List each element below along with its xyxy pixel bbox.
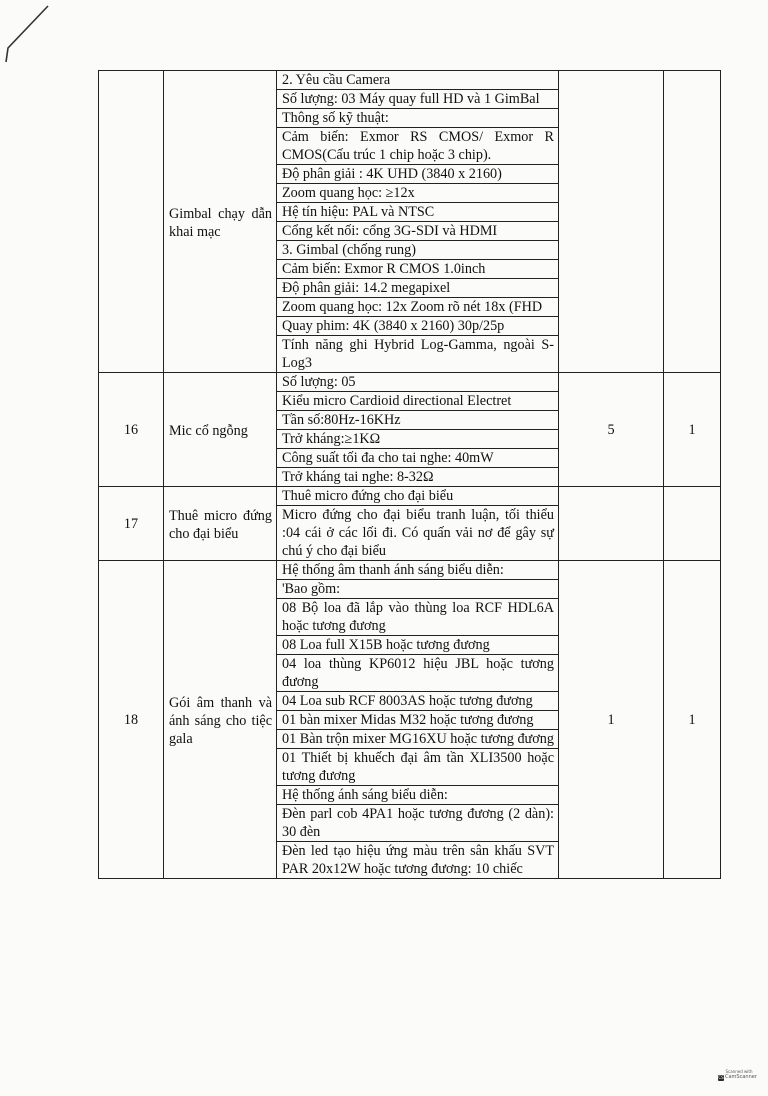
spec-line: Độ phân giải: 14.2 megapixel (277, 279, 558, 298)
unit-count-cell (664, 487, 721, 561)
spec-cell (277, 561, 559, 879)
item-name: Mic cổ ngỗng (169, 422, 248, 439)
spec-line: Kiểu micro Cardioid directional Electret (277, 392, 558, 411)
row-number: 18 (99, 561, 164, 879)
row-number: 17 (99, 487, 164, 561)
item-name-cell (164, 487, 277, 561)
spec-line: Tần số:80Hz-16KHz (277, 411, 558, 430)
table-row (99, 561, 721, 879)
scan-edge-mark (0, 0, 60, 70)
spec-line: Zoom quang học: 12x Zoom rõ nét 18x (FHD (277, 298, 558, 317)
scanner-app-name: CamScanner (725, 1074, 757, 1080)
item-name-cell (164, 561, 277, 879)
item-name-cell (164, 373, 277, 487)
item-name: Gimbal chạy dẫn khai mạc (169, 205, 272, 240)
spec-line: Quay phim: 4K (3840 x 2160) 30p/25p (277, 317, 558, 336)
spec-line: Cổng kết nối: cổng 3G-SDI và HDMI (277, 222, 558, 241)
spec-line: 04 Loa sub RCF 8003AS hoặc tương đương (277, 692, 558, 711)
spec-line: 3. Gimbal (chống rung) (277, 241, 558, 260)
item-name: Gói âm thanh và ánh sáng cho tiệc gala (169, 694, 272, 747)
spec-line: 08 Loa full X15B hoặc tương đương (277, 636, 558, 655)
table-row (99, 373, 721, 487)
spec-line: 'Bao gồm: (277, 580, 558, 599)
spec-line: Trở kháng:≥1KΩ (277, 430, 558, 449)
spec-line: 01 Thiết bị khuếch đại âm tần XLI3500 hoặc tương đương (277, 749, 558, 786)
spec-line: Đèn parl cob 4PA1 hoặc tương đương (2 dàn): 30 đèn (277, 805, 558, 842)
spec-line: Thông số kỹ thuật: (277, 109, 558, 128)
quantity-cell: 1 (559, 561, 664, 879)
spec-table (98, 70, 721, 879)
spec-cell (277, 373, 559, 487)
spec-line: Trở kháng tai nghe: 8-32Ω (282, 469, 434, 485)
quantity-cell: 5 (559, 373, 664, 487)
spec-line: Độ phân giải : 4K UHD (3840 x 2160) (277, 165, 558, 184)
unit-count-cell: 1 (664, 561, 721, 879)
quantity-cell (559, 487, 664, 561)
spec-line: Tính năng ghi Hybrid Log-Gamma, ngoài S-Log3 (282, 337, 554, 371)
spec-line: Công suất tối đa cho tai nghe: 40mW (277, 449, 558, 468)
spec-line: Zoom quang học: ≥12x (277, 184, 558, 203)
spec-line: Hệ thống âm thanh ánh sáng biểu diễn: (277, 561, 558, 580)
camscanner-badge (718, 1069, 760, 1089)
row-number: 16 (99, 373, 164, 487)
scanned-with-text: Scanned with (725, 1069, 753, 1074)
spec-line: 01 bàn mixer Midas M32 hoặc tương đương (277, 711, 558, 730)
spec-line: Số lượng: 03 Máy quay full HD và 1 GimBal (277, 90, 558, 109)
spec-line: 08 Bộ loa đã lắp vào thùng loa RCF HDL6A hoặc tương đương (277, 599, 558, 636)
camscanner-logo-icon: CS (718, 1074, 724, 1080)
row-number (99, 71, 164, 373)
spec-cell (277, 71, 559, 373)
quantity-cell (559, 71, 664, 373)
spec-line: Đèn led tạo hiệu ứng màu trên sân khấu SVT PAR 20x12W hoặc tương đương: 10 chiếc (282, 843, 554, 877)
unit-count-cell: 1 (664, 373, 721, 487)
spec-line: Cảm biến: Exmor R CMOS 1.0inch (277, 260, 558, 279)
spec-line: 04 loa thùng KP6012 hiệu JBL hoặc tương đương (277, 655, 558, 692)
spec-cell (277, 487, 559, 561)
spec-line: Micro đứng cho đại biểu tranh luận, tối thiểu :04 cái ở các lối đi. Có quấn vải nơ để gây sự chú ý cho đại biểu (282, 507, 554, 559)
table-row (99, 71, 721, 373)
unit-count-cell (664, 71, 721, 373)
spec-line: Thuê micro đứng cho đại biểu (277, 487, 558, 506)
table-row (99, 487, 721, 561)
spec-line: Hệ tín hiệu: PAL và NTSC (277, 203, 558, 222)
spec-line: Cảm biến: Exmor RS CMOS/ Exmor R CMOS(Cấu trúc 1 chip hoặc 3 chip). (277, 128, 558, 165)
spec-line: Hệ thống ánh sáng biểu diễn: (277, 786, 558, 805)
item-name-cell (164, 71, 277, 373)
spec-line: Số lượng: 05 (277, 373, 558, 392)
spec-line: 2. Yêu cầu Camera (277, 71, 558, 90)
spec-line: 01 Bàn trộn mixer MG16XU hoặc tương đương (277, 730, 558, 749)
item-name: Thuê micro đứng cho đại biểu (169, 507, 272, 542)
